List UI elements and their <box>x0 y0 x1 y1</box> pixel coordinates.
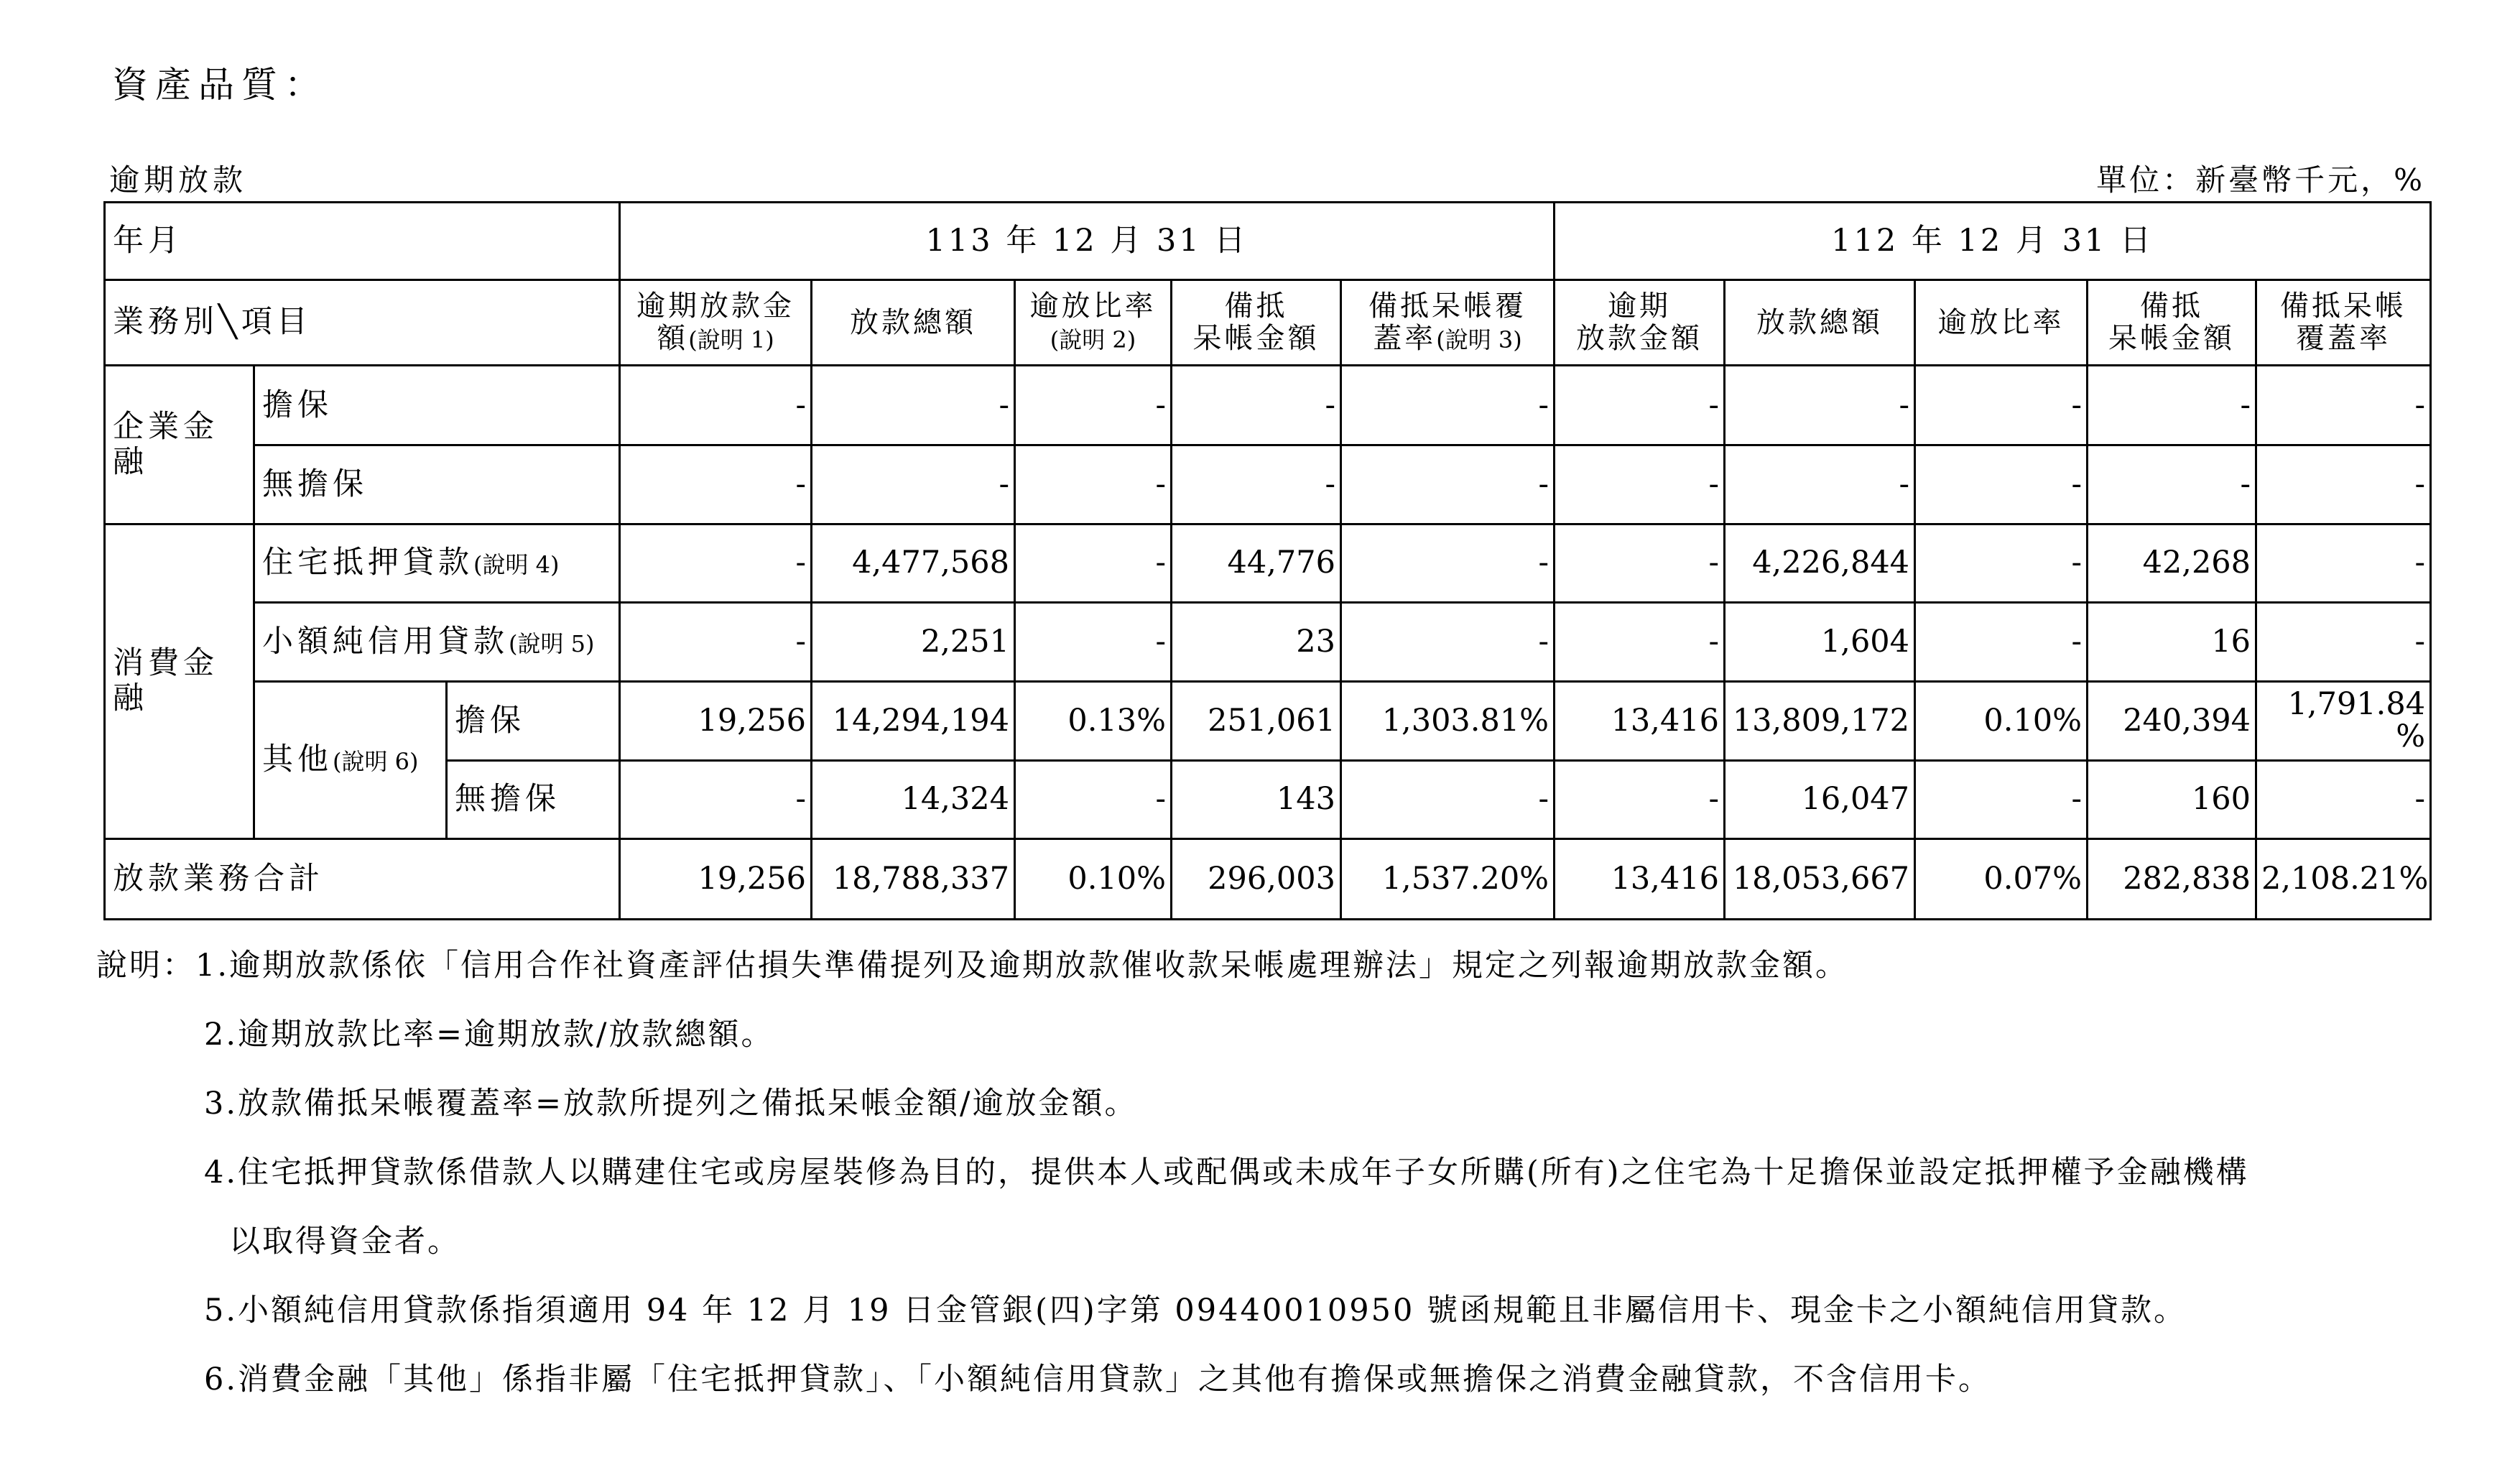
table-cell: 13,416 <box>1555 839 1725 920</box>
table-cell: 19,256 <box>620 681 812 760</box>
table-cell: - <box>2256 760 2431 839</box>
col-header-note: (說明 3) <box>1436 326 1522 353</box>
table-cell: 16,047 <box>1725 760 1915 839</box>
table-row <box>105 366 2431 445</box>
table-cell: - <box>2256 366 2431 445</box>
table-cell: - <box>1915 524 2088 603</box>
col-header-total-loans-112 <box>1725 279 1915 366</box>
table-cell: - <box>620 366 812 445</box>
table-cell: 0.10% <box>1915 681 2088 760</box>
table-cell: 0.07% <box>1915 839 2088 920</box>
row-label-note: (說明 5) <box>509 629 595 657</box>
table-cell: 240,394 <box>2088 681 2256 760</box>
total-row <box>105 839 2431 920</box>
table-cell: 0.13% <box>1015 681 1172 760</box>
table-cell: 13,416 <box>1555 681 1725 760</box>
table-cell: - <box>1341 760 1555 839</box>
col-header-overdue-ratio-112 <box>1915 279 2088 366</box>
table-row <box>105 760 2431 839</box>
col-header-line2: 放款金額 <box>1576 322 1703 355</box>
table-cell: - <box>2256 603 2431 682</box>
note-line-6: 6.消費金融「其他」係指非屬「住宅抵押貸款」、「小額純信用貸款」之其他有擔保或無擔保之消費金融貸款，不含信用卡。 <box>204 1362 1992 1397</box>
table-cell: 2,251 <box>812 603 1015 682</box>
table-cell: 282,838 <box>2088 839 2256 920</box>
period-112-header: 112 年 12 月 31 日 <box>1555 203 2431 280</box>
table-cell: 19,256 <box>620 839 812 920</box>
col-header-allowance-112 <box>2088 279 2256 366</box>
table-row <box>105 681 2431 760</box>
table-cell: 16 <box>2088 603 2256 682</box>
col-header-overdue-amount-112 <box>1555 279 1725 366</box>
row-label: 擔保 <box>254 366 620 445</box>
table-cell: - <box>620 760 812 839</box>
header-row-columns <box>105 279 2431 366</box>
group-other-label: 其他 <box>262 741 333 778</box>
note-line-3: 3.放款備抵呆帳覆蓋率=放款所提列之備抵呆帳金額/逾放金額。 <box>204 1086 1138 1122</box>
table-row <box>105 603 2431 682</box>
table-cell: - <box>620 445 812 524</box>
col-header-line1: 放款總額 <box>1756 305 1884 339</box>
table-cell: - <box>812 445 1015 524</box>
table-cell: - <box>1172 366 1341 445</box>
table-cell: - <box>1015 760 1172 839</box>
table-cell: - <box>1915 366 2088 445</box>
table-cell: 296,003 <box>1172 839 1341 920</box>
table-cell: 2,108.21% <box>2256 839 2431 920</box>
table-cell: - <box>2256 445 2431 524</box>
table-cell: - <box>1015 366 1172 445</box>
business-item-label: 業務別╲項目 <box>105 279 620 366</box>
table-cell: - <box>1915 603 2088 682</box>
row-label-note: (說明 4) <box>473 551 560 579</box>
col-header-line2: 覆蓋率 <box>2296 322 2391 355</box>
table-cell: - <box>812 366 1015 445</box>
note-line-4-cont: 以取得資金者。 <box>229 1224 460 1259</box>
table-cell: - <box>1915 760 2088 839</box>
row-label: 住宅抵押貸款 <box>262 545 473 581</box>
col-header-coverage-113 <box>1341 279 1555 366</box>
table-cell: 18,788,337 <box>812 839 1015 920</box>
col-header-total-loans-113 <box>812 279 1015 366</box>
document-title: 資產品質： <box>112 64 328 106</box>
row-label-cell <box>254 603 620 682</box>
table-cell: 44,776 <box>1172 524 1341 603</box>
col-header-line1: 放款總額 <box>850 305 976 339</box>
table-cell: 1,303.81% <box>1341 681 1555 760</box>
col-header-line1: 逾放比率 <box>1029 290 1157 323</box>
table-cell: - <box>1015 524 1172 603</box>
table-cell: - <box>2256 524 2431 603</box>
table-cell: - <box>1341 445 1555 524</box>
header-row-period <box>105 203 2431 280</box>
group-corporate-finance: 企業金融 <box>105 366 254 524</box>
col-header-overdue-ratio-113 <box>1015 279 1172 366</box>
table-cell: - <box>1172 445 1341 524</box>
col-header-allowance-113 <box>1172 279 1341 366</box>
col-header-line2: 呆帳金額 <box>2108 322 2236 355</box>
table-cell: 18,053,667 <box>1725 839 1915 920</box>
note-line-2: 2.逾期放款比率=逾期放款/放款總額。 <box>204 1017 774 1053</box>
col-header-line2: 呆帳金額 <box>1192 322 1320 355</box>
col-header-note: (說明 2) <box>1050 326 1136 353</box>
note-text: 1.逾期放款係依「信用合作社資產評估損失準備提列及逾期放款催收款呆帳處理辦法」規定之列報逾期放款金額。 <box>195 948 1849 984</box>
col-header-line1: 逾期 <box>1608 290 1672 323</box>
unit-label: 單位：新臺幣千元，% <box>2096 162 2425 198</box>
table-cell: - <box>1015 445 1172 524</box>
col-header-line1: 備抵呆帳 <box>2280 290 2407 323</box>
table-cell: - <box>2088 445 2256 524</box>
note-line-4: 4.住宅抵押貸款係借款人以購建住宅或房屋裝修為目的，提供本人或配偶或未成年子女所購(所有)之住宅為十足擔保並設定抵押權予金融機構 <box>204 1155 2249 1191</box>
group-consumer-finance: 消費金融 <box>105 524 254 839</box>
col-header-line1: 備抵呆帳覆 <box>1368 290 1527 323</box>
table-cell: 143 <box>1172 760 1341 839</box>
row-label: 小額純信用貸款 <box>262 623 509 660</box>
table-cell: - <box>1341 366 1555 445</box>
total-label: 放款業務合計 <box>105 839 620 920</box>
table-cell: - <box>1555 760 1725 839</box>
col-header-line1: 逾期放款金 <box>636 290 795 323</box>
col-header-line1: 備抵 <box>1224 290 1288 323</box>
table-cell: 160 <box>2088 760 2256 839</box>
table-cell: 14,324 <box>812 760 1015 839</box>
table-cell: - <box>620 603 812 682</box>
period-113-header: 113 年 12 月 31 日 <box>620 203 1555 280</box>
table-cell: - <box>1915 445 2088 524</box>
table-cell: 1,537.20% <box>1341 839 1555 920</box>
table-cell: - <box>1015 603 1172 682</box>
col-header-line2: 額 <box>657 322 689 355</box>
row-label: 無擔保 <box>254 445 620 524</box>
table-cell: - <box>1555 445 1725 524</box>
table-cell: 4,226,844 <box>1725 524 1915 603</box>
col-header-overdue-amount-113 <box>620 279 812 366</box>
table-cell: 23 <box>1172 603 1341 682</box>
col-header-coverage-112 <box>2256 279 2431 366</box>
table-cell: 1,604 <box>1725 603 1915 682</box>
table-cell: - <box>1555 603 1725 682</box>
table-cell: - <box>1555 366 1725 445</box>
table-cell: - <box>1725 366 1915 445</box>
table-cell: 4,477,568 <box>812 524 1015 603</box>
note-line-1 <box>96 941 1848 985</box>
group-other-note: (說明 6) <box>333 748 419 776</box>
col-header-line2: 蓋率 <box>1373 322 1437 355</box>
table-cell: - <box>620 524 812 603</box>
table-cell: 13,809,172 <box>1725 681 1915 760</box>
row-label-cell <box>254 524 620 603</box>
table-cell: - <box>2088 366 2256 445</box>
table-cell: 251,061 <box>1172 681 1341 760</box>
table-subtitle: 逾期放款 <box>109 162 248 198</box>
row-label: 無擔保 <box>447 760 620 839</box>
table-cell: - <box>1341 603 1555 682</box>
col-header-line1: 逾放比率 <box>1937 305 2065 339</box>
table-cell: 0.10% <box>1015 839 1172 920</box>
col-header-note: (說明 1) <box>688 326 774 353</box>
table-cell: - <box>1341 524 1555 603</box>
table-cell: 1,791.84 % <box>2256 681 2431 760</box>
table-cell: - <box>1555 524 1725 603</box>
col-header-line1: 備抵 <box>2140 290 2204 323</box>
table-row <box>105 445 2431 524</box>
table-row <box>105 524 2431 603</box>
group-other <box>254 681 447 838</box>
row-label: 擔保 <box>447 681 620 760</box>
overdue-loans-table <box>103 201 2432 920</box>
year-month-label: 年月 <box>105 203 620 280</box>
note-line-5: 5.小額純信用貸款係指須適用 94 年 12 月 19 日金管銀(四)字第 09440010950 號函規範且非屬信用卡、現金卡之小額純信用貸款。 <box>204 1293 2187 1328</box>
notes-prefix: 說明： <box>96 948 195 984</box>
table-cell: 42,268 <box>2088 524 2256 603</box>
table-cell: - <box>1725 445 1915 524</box>
table-cell: 14,294,194 <box>812 681 1015 760</box>
